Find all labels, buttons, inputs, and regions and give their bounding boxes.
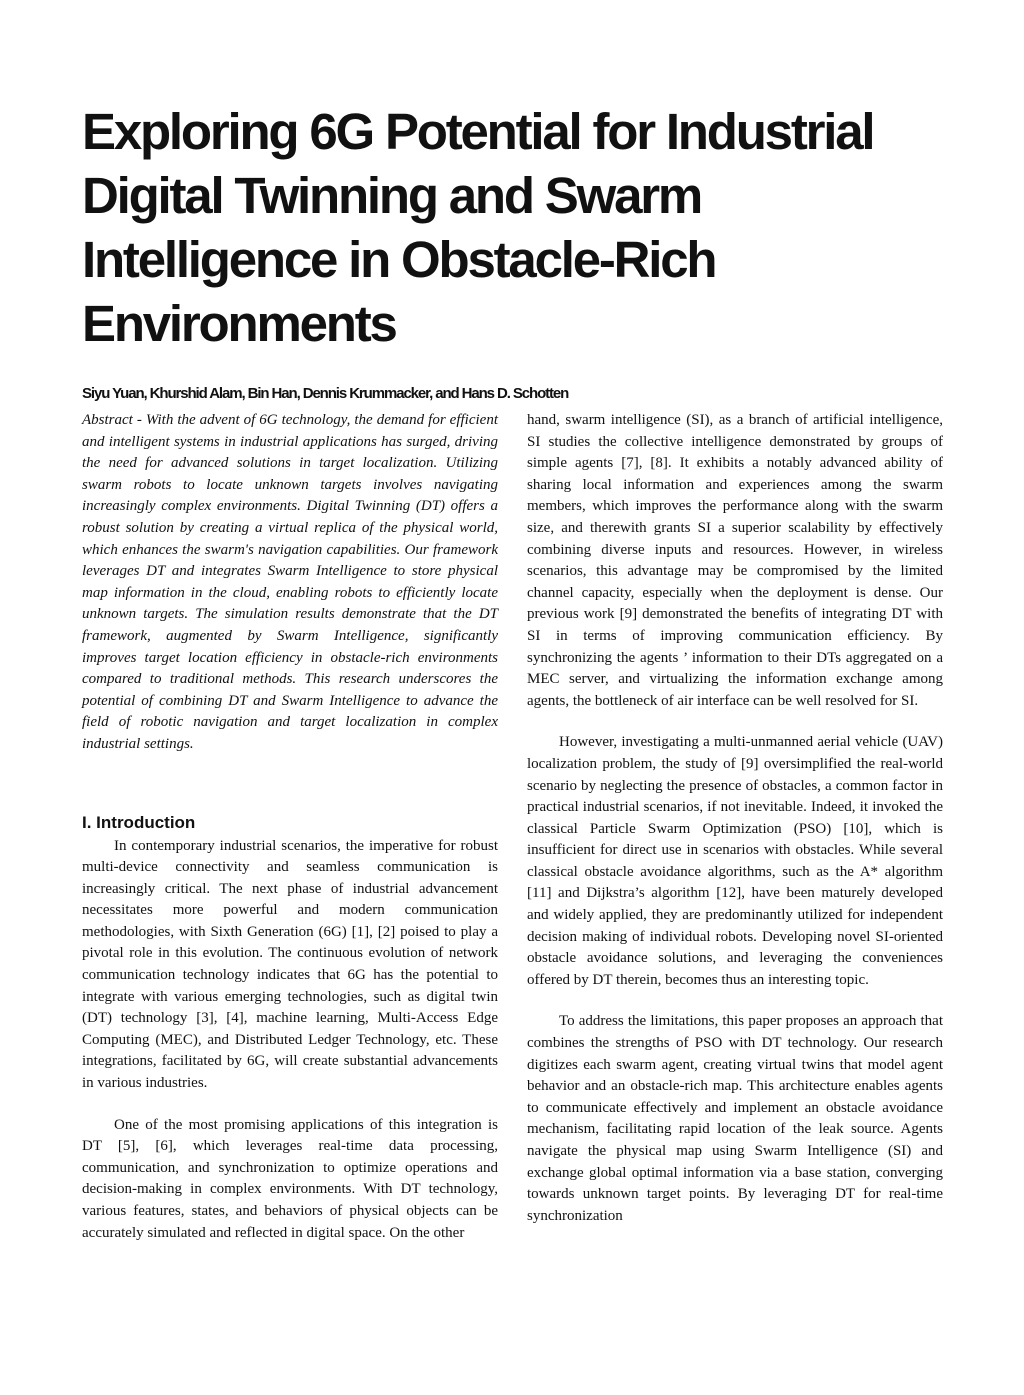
section-heading-introduction: I. Introduction	[82, 812, 196, 832]
abstract: Abstract - With the advent of 6G technology, the demand for efficient and intelligent systems in industrial applications has surged, driving the need for advanced solutions in target localization. Utilizing swarm robots to locate unknown targets involves navigating increasingly complex environments. Digital Twinning (DT) offers a robust solution by creating a virtual replica of the physical world, which enhances the swarm's navigation capabilities. Our framework leverages DT and integrates Swarm Intelligence to store physical map information in the cloud, enabling robots to efficiently locate unknown targets. The simulation results demonstrate that the DT framework, augmented by Swarm Intelligence, significantly improves target location efficiency in obstacle-rich environments compared to traditional methods. This research underscores the potential of combining DT and Swarm Intelligence to advance the field of robotic navigation and target localization in complex industrial settings.	[82, 412, 498, 752]
paper-title: Exploring 6G Potential for Industrial Digital Twinning and Swarm Intelligence in Obstacle-Rich Environments	[82, 103, 874, 352]
body-paragraph-1: hand, swarm intelligence (SI), as a branch of artificial intelligence, SI studies the collective intelligence demonstrated by groups of simple agents [7], [8]. It exhibits a notably advanced ability of sharing local information and experiences among the swarm members, which improves the performance along with the swarm size, and therewith grants SI a superior scalability by effectively combining diverse inputs and resources. However, in wireless scenarios, this advantage may be compromised by the limited channel capacity, especially when the deployment is dense. Our previous work [9] demonstrated the benefits of integrating DT with SI in terms of improving communication efficiency. By synchronizing the agents ’ information to their DTs aggregated on a MEC server, and virtualizing the information exchange among agents, the bottleneck of air interface can be well resolved for SI.	[527, 412, 943, 709]
body-paragraph-2: However, investigating a multi-unmanned aerial vehicle (UAV) localization problem, the study of [9] oversimplified the real-world scenario by neglecting the presence of obstacles, a common factor in practical industrial scenarios, if not inevitable. Indeed, it invoked the classical Particle Swarm Optimization (PSO) [10], which is insufficient for direct use in scenarios with obstacles. While several classical obstacle avoidance algorithms, such as the A* algorithm [11] and Dijkstra’s algorithm [12], have been maturely developed and widely applied, they are predominantly utilized for independent decision making of individual robots. Developing novel SI-oriented obstacle avoidance solutions, and leveraging the conveniences offered by DT therein, becomes thus an interesting topic.	[527, 734, 943, 988]
intro-paragraph-1: In contemporary industrial scenarios, the imperative for robust multi-device connectivity and seamless communication is increasingly critical. The next phase of industrial advancement necessitates more powerful and modern communication methodologies, with Sixth Generation (6G) [1], [2] poised to play a pivotal role in this evolution. The continuous evolution of network communication technology indicates that 6G has the potential to integrate with various emerging technologies, such as digital twin (DT) technology [3], [4], machine learning, Multi-Access Edge Computing (MEC), and Distributed Ledger Technology, etc. These integrations, facilitated by 6G, will create substantial advancements in various industries.	[82, 837, 498, 1092]
author-list: Siyu Yuan, Khurshid Alam, Bin Han, Dennis Krummacker, and Hans D. Schotten	[82, 385, 569, 402]
right-column	[527, 410, 943, 1227]
intro-paragraph-2: One of the most promising applications of this integration is DT [5], [6], which leverages real-time data processing, communication, and synchronization to optimize operations and decision-making in complex environments. With DT technology, various features, states, and behaviors of physical objects can be accurately simulated and reflected in digital space. On the other	[82, 1116, 498, 1241]
body-paragraph-3: To address the limitations, this paper proposes an approach that combines the strengths of PSO with DT technology. Our research digitizes each swarm agent, creating virtual twins that model agent behavior and an obstacle-rich map. This architecture enables agents to communicate effectively and implement an obstacle avoidance mechanism, facilitating rapid location of the leak source. Agents navigate the physical map using Swarm Intelligence (SI) and exchange global optimal information via a base station, converging towards unknown target points. By leveraging DT for real-time synchronization	[527, 1013, 943, 1224]
left-column	[82, 410, 498, 1244]
